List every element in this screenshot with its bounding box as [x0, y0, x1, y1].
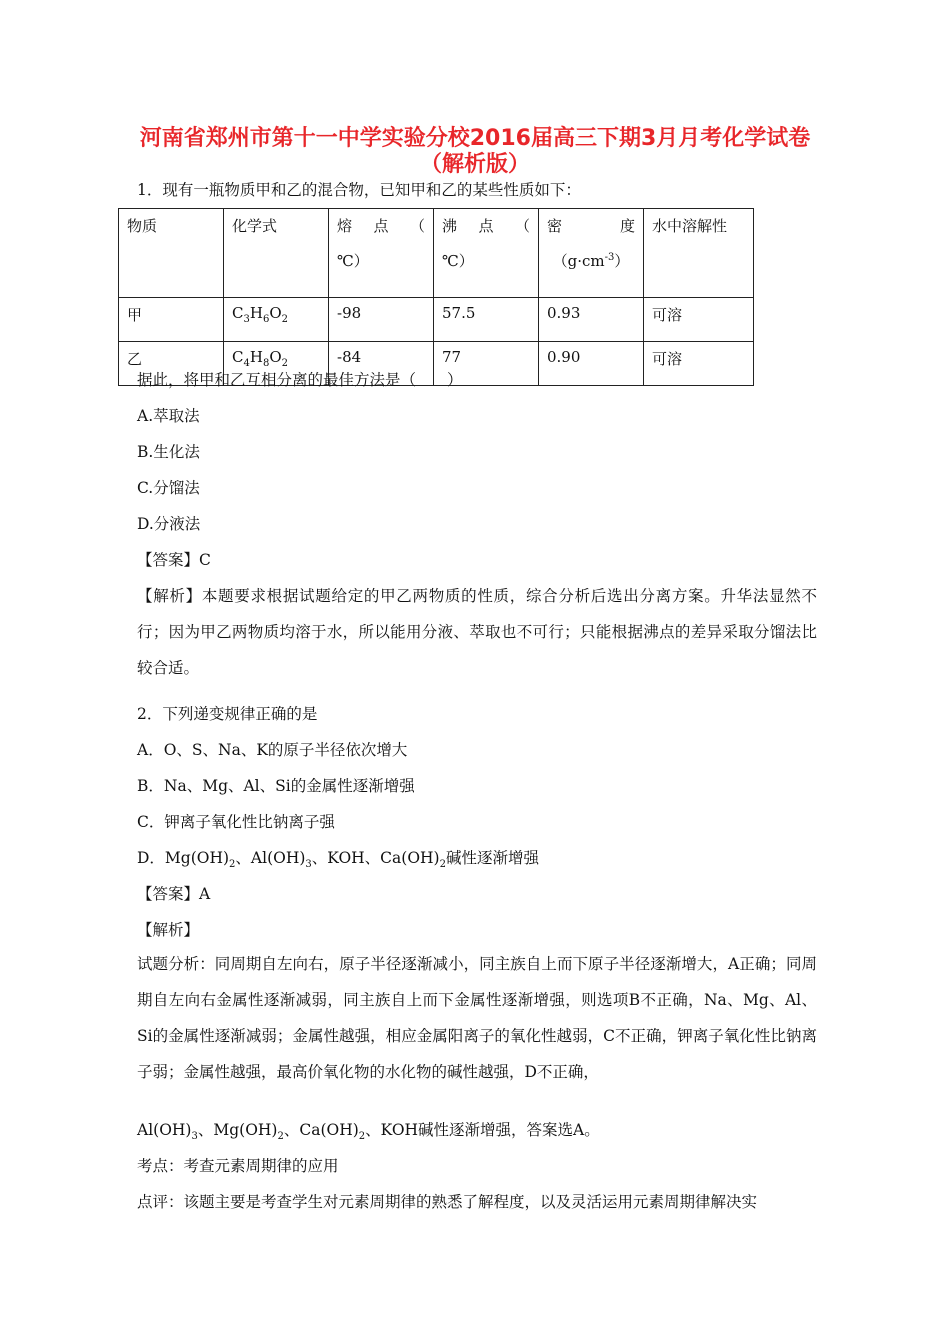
option-a: A．O、S、Na、K的原子半径依次增大	[137, 741, 408, 759]
table-row: 乙 $C_4H_8O_2$ -84 77 0.90 可溶	[119, 342, 754, 386]
question-2-analysis-label: 【解析】	[137, 921, 200, 939]
option-b: B.生化法	[137, 443, 200, 461]
header-melting-point: 熔 点 （ ℃）	[329, 209, 434, 298]
formula-cell: $C_4H_8O_2$	[224, 342, 329, 386]
question-2-analysis: 试题分析：同周期自左向右，原子半径逐渐减小，同主族自上而下原子半径逐渐增大，A正确；同周期自左向右金属性逐渐减弱，同主族自上而下金属性逐渐增强，则选项B不正确，Na、Mg、Al、Si的金属性逐渐减弱；金属性越强，相应金属阳离子的氧化性越弱，C不正确，钾离子氧化性比钠离子弱；金属性越强，最高价氧化物的水化物的碱性越强，D不正确，	[137, 955, 817, 1081]
option-a: A.萃取法	[137, 407, 200, 425]
table-row: 甲 $C_3H_6O_2$ -98 57.5 0.93 可溶	[119, 298, 754, 342]
option-c: C．钾离子氧化性比钠离子强	[137, 813, 335, 831]
option-b: B．Na、Mg、Al、Si的金属性逐渐增强	[137, 777, 415, 795]
document-title: 河南省郑州市第十一中学实验分校2016届高三下期3月月考化学试卷	[139, 126, 811, 151]
option-d: D.分液法	[137, 515, 201, 533]
header-density: 密 度 $(g\cdot cm^{-3})$	[539, 209, 644, 298]
option-d: D．$Mg(OH)_2$、$Al(OH)_3$、KOH、$Ca(OH)_2$碱性逐渐增强	[137, 849, 539, 871]
option-c: C.分馏法	[137, 479, 200, 497]
formula-cell: $C_3H_6O_2$	[224, 298, 329, 342]
header-formula: 化学式	[224, 209, 329, 298]
question-1-stem: 1．现有一瓶物质甲和乙的混合物，已知甲和乙的某些性质如下：	[137, 181, 581, 199]
question-2-answer: 【答案】A	[137, 885, 211, 903]
question-1-answer: 【答案】C	[137, 551, 211, 569]
properties-table	[118, 208, 754, 386]
question-1-ask: 据此，将甲和乙互相分离的最佳方法是（ ）	[137, 371, 463, 389]
question-1-analysis: 【解析】本题要求根据试题给定的甲乙两物质的性质，综合分析后选出分离方案。升华法显然不行；因为甲乙两物质均溶于水，所以能用分液、萃取也不可行；只能根据沸点的差异采取分馏法比较合适。	[137, 587, 817, 677]
header-solubility: 水中溶解性	[644, 209, 754, 298]
header-substance: 物质	[119, 209, 224, 298]
document-subtitle: （解析版）	[419, 152, 530, 177]
question-2-analysis-end: $Al(OH)_3$、$Mg(OH)_2$、$Ca(OH)_2$、KOH碱性逐渐增强，答案选A。	[137, 1121, 600, 1143]
question-2-dianping: 点评：该题主要是考查学生对元素周期律的熟悉了解程度，以及灵活运用元素周期律解决实	[137, 1193, 758, 1211]
question-2-stem: 2．下列递变规律正确的是	[137, 705, 318, 723]
table-header-row	[119, 209, 754, 298]
header-boiling-point: 沸 点 （ ℃）	[434, 209, 539, 298]
question-2-kaodian: 考点：考查元素周期律的应用	[137, 1157, 339, 1175]
